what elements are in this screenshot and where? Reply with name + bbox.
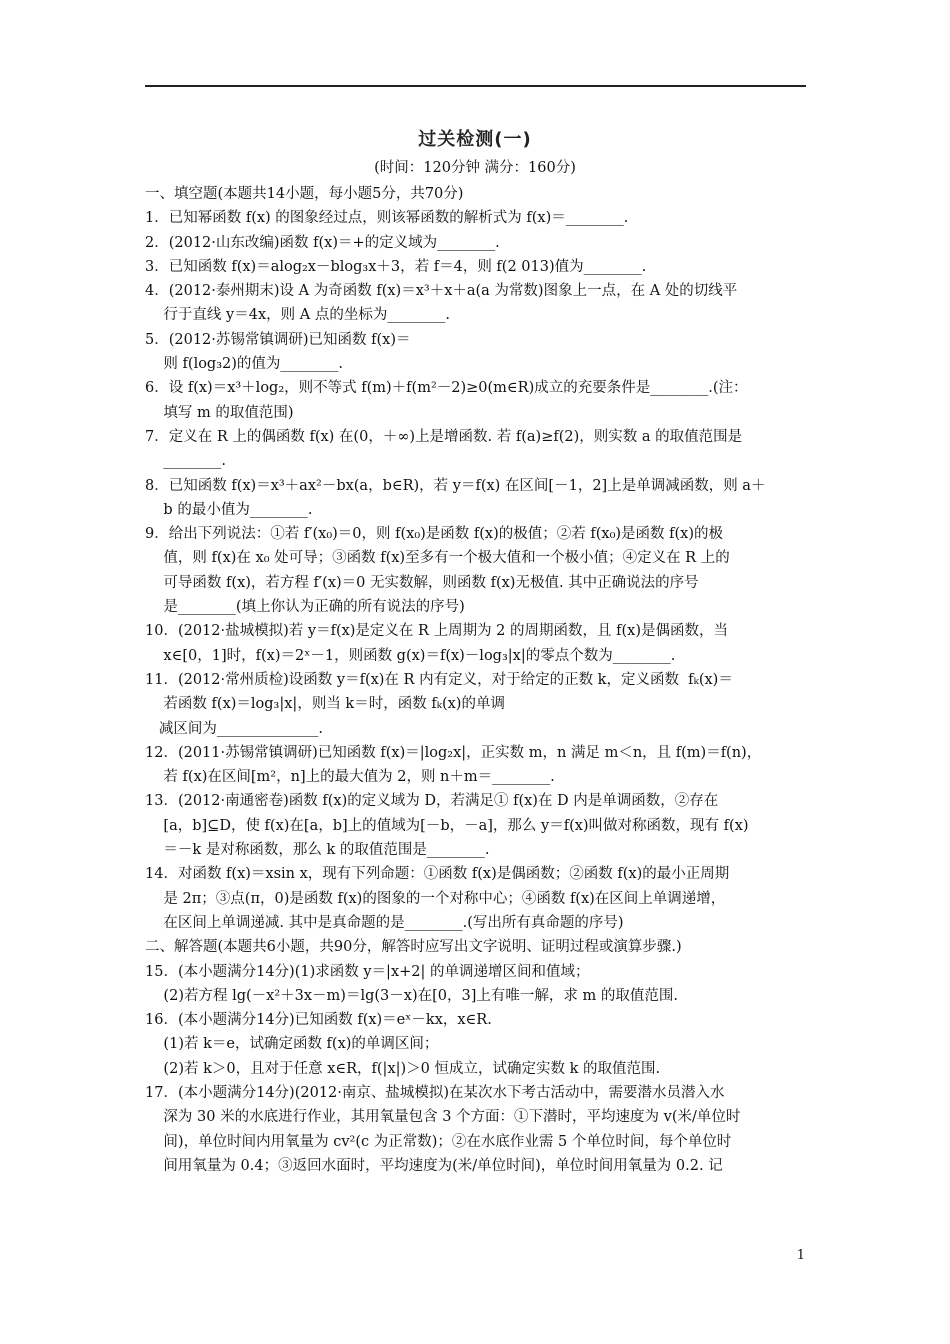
question-line: (1)若 k＝e，试确定函数 f(x)的单调区间；	[145, 1036, 439, 1053]
question-line: 值，则 f(x)在 x₀ 处可导；③函数 f(x)至多有一个极大值和一个极小值；④定义在 R 上的	[145, 550, 730, 567]
question-line: 5．(2012·苏锡常镇调研)已知函数 f(x)＝	[145, 331, 411, 348]
question-line: 间用氧量为 0.4；③返回水面时，平均速度为(米/单位时间)，单位时间用氧量为 0.2. 记	[145, 1157, 723, 1174]
question-line: 13．(2012·南通密卷)函数 f(x)的定义域为 D，若满足① f(x)在 D 内是单调函数，②存在	[145, 793, 719, 810]
page-title: 过关检测(一)	[418, 129, 532, 150]
question-line: 深为 30 米的水底进行作业，其用氧量包含 3 个方面：①下潜时，平均速度为 v(米/单位时	[145, 1109, 741, 1126]
question-line: 在区间上单调递减. 其中是真命题的是________.(写出所有真命题的序号)	[145, 914, 624, 931]
question-line: 是 2π；③点(π，0)是函数 f(x)的图象的一个对称中心；④函数 f(x)在区间上单调递增，	[145, 890, 726, 907]
header-rule	[145, 85, 806, 87]
question-line: 15．(本小题满分14分)(1)求函数 y＝|x+2| 的单调递增区间和值域；	[145, 963, 590, 980]
exam-info: (时间：120分钟 满分：160分)	[374, 160, 576, 176]
question-line: 若 f(x)在区间[m²，n]上的最大值为 2，则 n＋m＝________.	[145, 769, 555, 786]
question-line: 7．定义在 R 上的偶函数 f(x) 在(0，＋∞)上是增函数. 若 f(a)≥f(2)，则实数 a 的取值范围是	[145, 428, 743, 445]
question-line: 17．(本小题满分14分)(2012·南京、盐城模拟)在某次水下考古活动中，需要潜水员潜入水	[145, 1084, 725, 1101]
document-body	[145, 182, 810, 1178]
question-line: x∈[0，1]时，f(x)＝2ˣ－1，则函数 g(x)＝f(x)－log₃|x|的零点个数为________.	[145, 647, 676, 664]
question-line: 14．对函数 f(x)＝xsin x，现有下列命题：①函数 f(x)是偶函数；②函数 f(x)的最小正周期	[145, 866, 730, 883]
question-line: 2．(2012·山东改编)函数 f(x)＝+的定义域为________.	[145, 234, 500, 251]
question-line: 3．已知函数 f(x)＝alog₂x－blog₃x＋3，若 f＝4，则 f(2 013)值为________.	[145, 258, 647, 275]
question-line: 6．设 f(x)＝x³＋log₂，则不等式 f(m)＋f(m²－2)≥0(m∈R)成立的充要条件是________.(注：	[145, 380, 748, 397]
question-line: 8．已知函数 f(x)＝x³＋ax²－bx(a，b∈R)，若 y＝f(x) 在区间[－1，2]上是单调减函数，则 a＋	[145, 477, 766, 494]
question-line: 1．已知幂函数 f(x) 的图象经过点，则该幂函数的解析式为 f(x)＝________.	[145, 210, 629, 227]
question-line: 间)，单位时间内用氧量为 cv²(c 为正常数)；②在水底作业需 5 个单位时间，每个单位时	[145, 1133, 732, 1150]
question-line: 填写 m 的取值范围)	[145, 404, 294, 421]
page-number: 1	[796, 1248, 805, 1263]
section-heading: 二、解答题(本题共6小题，共90分，解答时应写出文字说明、证明过程或演算步骤.)	[145, 939, 682, 956]
question-line: 减区间为______________.	[145, 720, 323, 737]
question-line: 可导函数 f(x)，若方程 f′(x)＝0 无实数解，则函数 f(x)无极值. 其中正确说法的序号	[145, 574, 699, 591]
section-heading: 一、填空题(本题共14小题，每小题5分，共70分)	[145, 186, 464, 202]
question-line: 11．(2012·常州质检)设函数 y＝f(x)在 R 内有定义，对于给定的正数 k，定义函数 fₖ(x)＝	[145, 671, 733, 688]
question-line: b 的最小值为________.	[145, 501, 313, 518]
question-line: (2)若 k＞0，且对于任意 x∈R，f(|x|)＞0 恒成立，试确定实数 k 的取值范围.	[145, 1060, 661, 1077]
question-line: 是________(填上你认为正确的所有说法的序号)	[145, 599, 465, 616]
question-line: [a，b]⊆D，使 f(x)在[a，b]上的值域为[－b，－a]，那么 y＝f(x)叫做对称函数，现有 f(x)	[145, 817, 749, 834]
question-line: 若函数 f(x)＝log₃|x|，则当 k＝时，函数 fₖ(x)的单调	[145, 696, 505, 713]
question-line: (2)若方程 lg(－x²＋3x－m)＝lg(3－x)在[0，3]上有唯一解，求 m 的取值范围.	[145, 987, 678, 1004]
question-line: ＝－k 是对称函数，那么 k 的取值范围是________.	[145, 842, 490, 859]
question-line: 9．给出下列说法：①若 f′(x₀)＝0，则 f(x₀)是函数 f(x)的极值；②若 f(x₀)是函数 f(x)的极	[145, 526, 724, 543]
question-line: 12．(2011·苏锡常镇调研)已知函数 f(x)＝|log₂x|，正实数 m，n 满足 m＜n，且 f(m)＝f(n)，	[145, 744, 762, 761]
question-line: 4．(2012·泰州期末)设 A 为奇函数 f(x)＝x³＋x＋a(a 为常数)图象上一点，在 A 处的切线平	[145, 283, 738, 300]
question-line: 行于直线 y＝4x，则 A 点的坐标为________.	[145, 307, 450, 324]
question-line: 10．(2012·盐城模拟)若 y＝f(x)是定义在 R 上周期为 2 的周期函数，且 f(x)是偶函数，当	[145, 623, 728, 640]
question-line: 则 f(log₃2)的值为________.	[145, 356, 344, 373]
question-line: ________.	[145, 453, 227, 470]
question-line: 16．(本小题满分14分)已知函数 f(x)＝eˣ－kx，x∈R.	[145, 1012, 492, 1029]
